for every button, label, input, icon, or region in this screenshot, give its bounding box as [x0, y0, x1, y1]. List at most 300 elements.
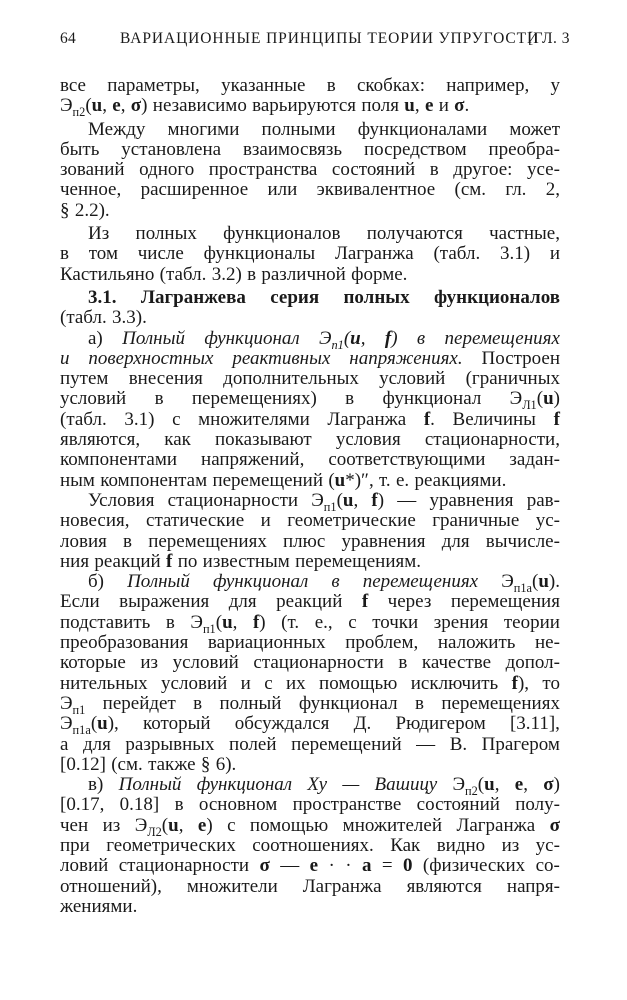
- word: функционал: [196, 774, 293, 796]
- word: и: [549, 243, 560, 265]
- text-line: [60, 265, 560, 285]
- word: e: [309, 855, 319, 877]
- word: функционалов: [223, 223, 341, 245]
- paragraph: [60, 775, 560, 917]
- word: Из: [88, 223, 110, 245]
- running-title: ВАРИАЦИОННЫЕ ПРИНЦИПЫ ТЕОРИИ УПРУГОСТИ: [120, 30, 540, 47]
- word: (граничных: [465, 368, 560, 390]
- word: a: [361, 855, 372, 877]
- word: соответствующими: [328, 449, 486, 471]
- text-line: [60, 410, 560, 430]
- paragraph: [60, 329, 560, 491]
- word: множителей: [342, 814, 443, 836]
- word: независимо: [152, 95, 247, 117]
- word: отношений),: [60, 875, 162, 897]
- word: реактивных: [232, 347, 331, 369]
- text-line: [60, 611, 560, 636]
- word: σ): [543, 774, 560, 796]
- word: состояний: [331, 159, 416, 181]
- word: которые: [60, 652, 126, 674]
- word: —: [342, 774, 360, 796]
- word: в: [165, 611, 175, 633]
- word: полных: [343, 286, 410, 308]
- word: 3.3).: [112, 307, 147, 329]
- word: перемещениях: [362, 571, 479, 593]
- word: реакций: [276, 591, 343, 613]
- word: (табл.: [60, 408, 107, 430]
- text-line: [60, 897, 560, 917]
- word: б): [88, 571, 104, 593]
- text-line: [60, 327, 560, 352]
- word: показывают: [215, 429, 312, 451]
- word: из: [102, 814, 121, 836]
- word: в: [247, 263, 257, 285]
- word: Полный: [118, 774, 182, 796]
- word: дополнительных: [223, 368, 359, 390]
- paragraph: [60, 491, 560, 572]
- word: стационарности: [167, 489, 299, 511]
- word: для: [441, 530, 470, 552]
- word: для: [228, 591, 257, 613]
- word: перемещениях: [148, 530, 267, 552]
- word: 3.1.: [88, 286, 117, 308]
- word: σ: [259, 855, 270, 877]
- word: в: [60, 243, 69, 265]
- word: Величины: [452, 408, 536, 430]
- word: функционалов: [433, 286, 560, 308]
- word: f): [252, 611, 266, 633]
- word: при: [60, 834, 90, 856]
- word: условия: [335, 429, 401, 451]
- word: в: [429, 159, 439, 181]
- word: 3.1): [499, 243, 531, 265]
- word: условий: [161, 672, 228, 694]
- word: многими: [167, 118, 240, 140]
- text-line: [60, 349, 560, 369]
- word: а): [88, 327, 103, 349]
- text-line: [60, 201, 560, 221]
- word: не-: [535, 632, 560, 654]
- word: поля: [361, 95, 399, 117]
- word: одного: [139, 159, 195, 181]
- word: обсуждался: [234, 713, 330, 735]
- text-line: [60, 692, 560, 717]
- word: известным: [202, 550, 290, 572]
- word: усе-: [527, 159, 560, 181]
- word: геометрических: [106, 834, 236, 856]
- word: 3.2): [211, 263, 242, 285]
- word: в: [174, 794, 184, 816]
- chapter-marker: [ГЛ. 3: [528, 30, 570, 47]
- paragraph: [60, 288, 560, 329]
- word: e,: [514, 774, 528, 796]
- word: эквивалентное: [316, 179, 436, 201]
- word: Вашицу: [374, 774, 438, 796]
- text-line: [60, 552, 560, 572]
- word: граничные: [432, 510, 520, 532]
- word: e): [197, 814, 213, 836]
- word: полными: [261, 118, 336, 140]
- word: функционалами: [357, 118, 488, 140]
- text-line: [60, 95, 560, 120]
- word: Лагранжа: [327, 408, 407, 430]
- word: f: [553, 408, 560, 430]
- word: Лагранжа: [334, 243, 414, 265]
- word: помощью: [319, 672, 398, 694]
- word: $Э_{п1}$: [60, 692, 86, 717]
- word: то: [542, 672, 560, 694]
- word: стационарности: [118, 855, 250, 877]
- word: в: [193, 692, 203, 714]
- word: другое:: [453, 159, 513, 181]
- word: перемещениях): [191, 388, 317, 410]
- word: ченное,: [60, 179, 122, 201]
- word: их: [286, 672, 306, 694]
- word: реакциями.: [414, 469, 507, 491]
- word: Кастильяно: [60, 263, 155, 285]
- word: (т.: [281, 611, 300, 633]
- word: множителями: [198, 408, 310, 430]
- word: [3.11],: [509, 713, 560, 735]
- word: пространства: [208, 159, 318, 181]
- word: Ху: [307, 774, 328, 796]
- text-line: [60, 633, 560, 653]
- word: а: [60, 733, 69, 755]
- word: перемещениям.: [295, 550, 422, 572]
- word: функционалы: [203, 243, 316, 265]
- word: f.: [423, 408, 435, 430]
- word: перемещений: [212, 469, 324, 491]
- word: или: [267, 179, 298, 201]
- word: [0.17,: [60, 794, 105, 816]
- word: условий: [60, 388, 127, 410]
- word: условий: [172, 652, 239, 674]
- text-line: [60, 592, 560, 612]
- word: различной: [261, 263, 346, 285]
- text-line: [60, 774, 560, 798]
- word: В.: [449, 733, 468, 755]
- word: поверхностных: [88, 347, 214, 369]
- word: [0.12]: [60, 753, 106, 775]
- word: который: [143, 713, 211, 735]
- paragraph: [60, 75, 560, 120]
- word: ус-: [535, 510, 560, 532]
- word: полных: [135, 223, 197, 245]
- word: также: [148, 753, 196, 775]
- word: —: [397, 489, 417, 511]
- word: ловия: [60, 530, 107, 552]
- text-line: [60, 653, 560, 673]
- word: уравнения: [341, 530, 426, 552]
- text-line: [60, 877, 560, 897]
- word: σ: [549, 814, 560, 836]
- word: преобразования: [60, 632, 189, 654]
- word: качестве: [421, 652, 491, 674]
- word: для: [82, 733, 111, 755]
- word: напряжений,: [201, 449, 305, 471]
- word: Лагранжева: [140, 286, 246, 308]
- word: 0.18]: [119, 794, 160, 816]
- word: e: [424, 95, 434, 117]
- word: е.,: [314, 611, 333, 633]
- word: в: [326, 75, 336, 96]
- word: —: [416, 733, 436, 755]
- word: по: [177, 550, 198, 572]
- word: Если: [60, 591, 100, 613]
- text-line: [60, 471, 560, 491]
- word: статические: [146, 510, 245, 532]
- word: множители: [186, 875, 278, 897]
- word: все: [60, 75, 86, 96]
- text-line: [60, 160, 560, 180]
- word: рав-: [526, 489, 560, 511]
- word: §: [60, 199, 70, 221]
- word: u,: [404, 95, 420, 117]
- text-line: [60, 308, 560, 328]
- word: ·: [328, 855, 335, 877]
- word: в: [123, 530, 133, 552]
- word: Построен: [481, 347, 560, 369]
- word: через: [387, 591, 432, 613]
- word: f: [166, 550, 173, 572]
- word: пространстве: [292, 794, 402, 816]
- word: ния: [60, 550, 90, 572]
- word: ным: [60, 469, 95, 491]
- word: реакций: [94, 550, 161, 572]
- word: 2.2).: [74, 199, 110, 221]
- word: выражения: [119, 591, 210, 613]
- word: подставить: [60, 611, 151, 633]
- text-line: [60, 430, 560, 450]
- word: как: [164, 429, 191, 451]
- word: указанные: [221, 75, 306, 96]
- word: состояний: [416, 794, 500, 816]
- word: (см.: [111, 753, 143, 775]
- word: являются,: [60, 429, 141, 451]
- text-line: [60, 814, 560, 839]
- text-line: [60, 224, 560, 244]
- word: Прагером: [481, 733, 560, 755]
- word: у: [550, 75, 560, 96]
- word: с: [264, 672, 273, 694]
- word: ловий: [60, 855, 109, 877]
- text-line: [60, 511, 560, 531]
- text-line: [60, 795, 560, 815]
- word: напряжениях.: [349, 347, 463, 369]
- word: Между: [88, 118, 146, 140]
- word: преобра-: [488, 138, 560, 160]
- word: $Э_{п2}(u$,: [452, 774, 500, 798]
- word: из: [501, 834, 520, 856]
- word: в: [331, 571, 340, 593]
- word: перемещений: [291, 733, 402, 755]
- word: в: [414, 692, 424, 714]
- word: функционал: [212, 571, 309, 593]
- word: (табл.: [60, 307, 107, 329]
- word: 2,: [545, 179, 560, 201]
- word: и: [260, 510, 271, 532]
- word: с: [172, 408, 181, 430]
- text-line: [60, 140, 560, 160]
- word: исключить: [410, 672, 499, 694]
- word: §: [200, 753, 211, 775]
- page-body: [60, 76, 560, 917]
- word: Лагранжа: [456, 814, 536, 836]
- word: и: [438, 95, 449, 117]
- paragraph: [60, 120, 560, 221]
- word: скобках:: [356, 75, 426, 96]
- word: чен: [60, 814, 89, 836]
- word: расширенное: [140, 179, 249, 201]
- word: (физических: [422, 855, 526, 877]
- word: и: [60, 347, 70, 369]
- word: помощью: [249, 814, 329, 836]
- word: (см.: [454, 179, 487, 201]
- text-line: [60, 836, 560, 856]
- word: гл.: [505, 179, 527, 201]
- word: е.: [395, 469, 410, 491]
- word: функционал: [298, 692, 398, 714]
- word: со-: [535, 855, 560, 877]
- text-line: [60, 735, 560, 755]
- word: =: [381, 855, 393, 877]
- word: взаимосвязь: [242, 138, 343, 160]
- word: том: [88, 243, 118, 265]
- word: путем: [60, 368, 109, 390]
- word: уравнения: [429, 489, 514, 511]
- word: условий: [379, 368, 446, 390]
- word: с: [348, 611, 357, 633]
- word: f): [384, 327, 398, 349]
- word: Лагранжа: [302, 875, 382, 897]
- word: $Э_{Л2}(u$,: [134, 814, 184, 839]
- word: 6).: [215, 753, 237, 775]
- word: —: [280, 855, 300, 877]
- word: и: [240, 672, 251, 694]
- word: варьируются: [252, 95, 357, 117]
- word: функционал: [382, 388, 482, 410]
- word: σ.: [454, 95, 470, 117]
- word: внесения: [128, 368, 203, 390]
- word: проблем,: [345, 632, 419, 654]
- word: жениями.: [60, 895, 138, 917]
- word: форме.: [351, 263, 408, 285]
- text-line: [60, 76, 560, 96]
- word: в: [154, 388, 164, 410]
- word: $Э_{п1a}(u)$,: [60, 713, 119, 737]
- word: получаются: [366, 223, 463, 245]
- word: точки: [372, 611, 419, 633]
- word: 3.1): [124, 408, 155, 430]
- word: видно: [436, 834, 486, 856]
- word: e,: [112, 95, 126, 117]
- word: основном: [198, 794, 278, 816]
- word: (табл.: [433, 243, 481, 265]
- word: установлена: [121, 138, 222, 160]
- word: посредством: [363, 138, 467, 160]
- word: Полный: [127, 571, 190, 593]
- text-line: [60, 674, 560, 694]
- word: перемещения: [450, 591, 560, 613]
- word: полей: [229, 733, 277, 755]
- word: $Э_{п1}(u$,: [319, 327, 366, 352]
- word: параметры,: [107, 75, 200, 96]
- word: зрения: [433, 611, 489, 633]
- word: новесия,: [60, 510, 130, 532]
- word: Рюдигером: [395, 713, 486, 735]
- word: из: [140, 652, 159, 674]
- word: (табл.: [159, 263, 207, 285]
- paragraph: [60, 572, 560, 775]
- word: $Э_{п1}(u$,: [190, 611, 238, 636]
- text-line: [60, 532, 560, 552]
- word: f),: [511, 672, 530, 694]
- text-line: [60, 388, 560, 413]
- word: плюс: [283, 530, 326, 552]
- word: геометрические: [287, 510, 416, 532]
- word: в: [416, 327, 426, 349]
- word: в: [345, 388, 355, 410]
- word: серия: [270, 286, 320, 308]
- word: может: [509, 118, 560, 140]
- text-line: [60, 120, 560, 140]
- word: быть: [60, 138, 100, 160]
- word: (u*)″,: [328, 469, 374, 491]
- word: $Э_{п1a}(u)$.: [501, 571, 560, 595]
- word: зований: [60, 159, 125, 181]
- text-line: [60, 755, 560, 775]
- word: вычисле-: [485, 530, 560, 552]
- word: $Э_{п2}(u$,: [60, 95, 107, 120]
- text-line: [60, 489, 560, 514]
- text-line: [60, 713, 560, 737]
- word: перейдет: [102, 692, 176, 714]
- word: полный: [219, 692, 282, 714]
- word: перемещениях: [444, 327, 560, 349]
- word: вариационных: [207, 632, 326, 654]
- word: Как: [390, 834, 421, 856]
- paragraph: [60, 224, 560, 285]
- word: т.: [379, 469, 391, 491]
- word: стационарности,: [424, 429, 560, 451]
- word: σ): [130, 95, 148, 117]
- word: с: [227, 814, 236, 836]
- text-line: [60, 856, 560, 876]
- text-line: [60, 571, 560, 595]
- word: допол-: [505, 652, 560, 674]
- word: соотношениях.: [252, 834, 374, 856]
- word: в): [88, 774, 104, 796]
- word: функционал: [204, 327, 300, 349]
- word: полу-: [515, 794, 560, 816]
- word: f: [361, 591, 369, 613]
- word: f): [371, 489, 385, 511]
- word: напря-: [506, 875, 560, 897]
- word: наложить: [437, 632, 516, 654]
- word: $Э_{п1}(u$,: [311, 489, 359, 514]
- word: Условия: [88, 489, 155, 511]
- text-line: [60, 288, 560, 308]
- text-line: [60, 180, 560, 200]
- word: например,: [446, 75, 530, 96]
- word: теории: [503, 611, 560, 633]
- word: Д.: [353, 713, 372, 735]
- text-line: [60, 244, 560, 264]
- word: разрывных: [125, 733, 215, 755]
- word: частные,: [489, 223, 560, 245]
- word: задан-: [509, 449, 560, 471]
- word: перемещениях: [441, 692, 560, 714]
